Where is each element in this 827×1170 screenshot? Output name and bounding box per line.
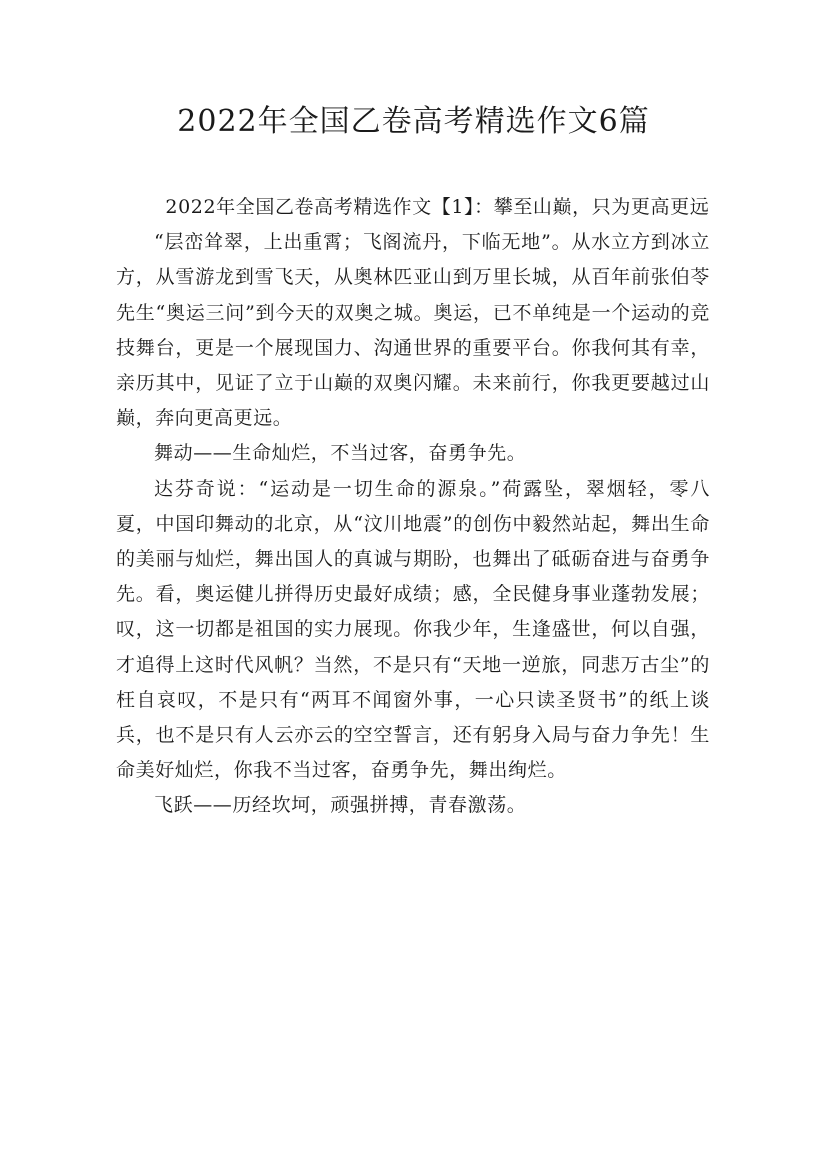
document-body [116, 190, 710, 824]
body-paragraph: 达芬奇说：“运动是一切生命的源泉。”荷露坠，翠烟轻，零八夏，中国印舞动的北京，从“汶川地震”的创伤中毅然站起，舞出生命的美丽与灿烂，舞出国人的真诚与期盼，也舞出了砥砺奋进与奋勇争先。看，奥运健儿拼得历史最好成绩；感，全民健身事业蓬勃发展；叹，这一切都是祖国的实力展现。你我少年，生逢盛世，何以自强，才追得上这时代风帆？当然，不是只有“天地一逆旅，同悲万古尘”的枉自哀叹，不是只有“两耳不闻窗外事，一心只读圣贤书”的纸上谈兵，也不是只有人云亦云的空空誓言，还有躬身入局与奋力争先！生命美好灿烂，你我不当过客，奋勇争先，舞出绚烂。 [116, 477, 710, 782]
body-paragraph: “层峦耸翠，上出重霄；飞阁流丹，下临无地”。从水立方到冰立方，从雪游龙到雪飞天，从奥林匹亚山到万里长城，从百年前张伯苓先生“奥运三问”到今天的双奥之城。奥运，已不单纯是一个运动的竞技舞台，更是一个展现国力、沟通世界的重要平台。你我何其有幸，亲历其中，见证了立于山巅的双奥闪耀。未来前行，你我更要越过山巅，奔向更高更远。 [116, 231, 710, 430]
section-heading-paragraph: 舞动——生命灿烂，不当过客，奋勇争先。 [154, 442, 527, 465]
section-heading-paragraph: 飞跃——历经坎坷，顽强拼搏，青春激荡。 [154, 794, 527, 817]
document-title: 2022年全国乙卷高考精选作文6篇 [177, 104, 650, 139]
essay-heading-paragraph: 2022年全国乙卷高考精选作文【1】：攀至山巅，只为更高更远 [165, 196, 710, 218]
